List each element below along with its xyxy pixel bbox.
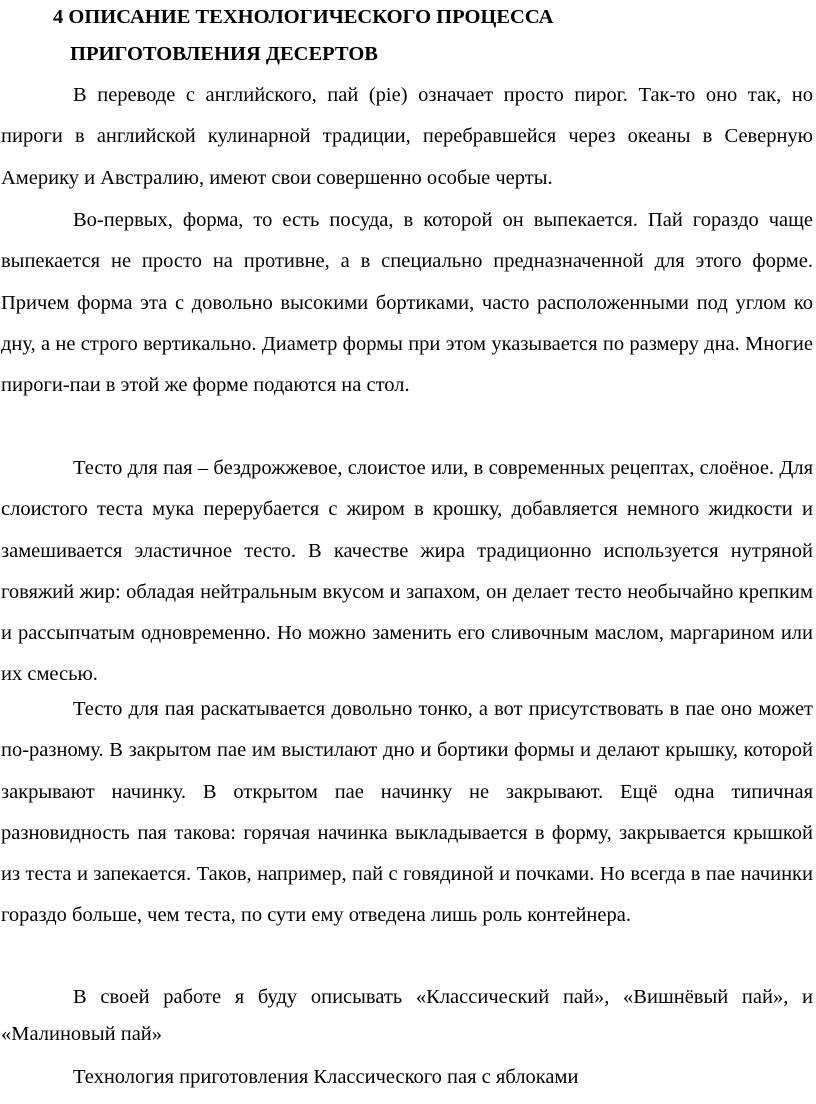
section-title-line-1: 4 ОПИСАНИЕ ТЕХНОЛОГИЧЕСКОГО ПРОЦЕССА [53,6,554,28]
paragraph-pie-translation: В переводе с английского, пай (pie) означает просто пирог. Так-то оно так, но пироги в английской кулинарной традиции, перебравшейся через океаны в Северную Америку и Австралию, имеют свои совершенно особые черты. [1,84,813,189]
subsection-title: Технология приготовления Классического пая с яблоками [73,1066,579,1088]
paragraph-dough-rolling: Тесто для пая раскатывается довольно тонко, а вот присутствовать в пае оно может по-разному. В закрытом пае им выстилают дно и бортики формы и делают крышку, которой закрывают начинку. В открытом пае начинку не закрывают. Ещё одна типичная разновидность пая такова: горячая начинка выкладывается в форму, закрывается крышкой из теста и запекается. Таков, например, пай с говядиной и почками. Но всегда в пае начинки гораздо больше, чем теста, по сути ему отведена лишь роль контейнера. [1,698,813,927]
section-title-line-2: ПРИГОТОВЛЕНИЯ ДЕСЕРТОВ [70,43,378,65]
paragraph-pie-dough: Тесто для пая – бездрожжевое, слоистое или, в современных рецептах, слоёное. Для слоистого теста мука перерубается с жиром в крошку, добавляется немного жидкости и замешивается эластичное тесто. В качестве жира традиционно используется нутряной говяжий жир: обладая нейтральным вкусом и запахом, он делает тесто необычайно крепким и рассыпчатым одновременно. Но можно заменить его сливочным маслом, маргарином или их смесью. [1,457,813,686]
paragraph-pie-form: Во-первых, форма, то есть посуда, в которой он выпекается. Пай гораздо чаще выпекается не просто на противне, а в специально предназначенной для этого форме. Причем форма эта с довольно высокими бортиками, часто расположенными под углом ко дну, а не строго вертикально. Диаметр формы при этом указывается по размеру дна. Многие пироги-паи в этой же форме подаются на стол. [1,209,813,397]
paragraph-work-scope: В своей работе я буду описывать «Классический пай», «Вишнёвый пай», и «Малиновый пай» [1,986,813,1045]
